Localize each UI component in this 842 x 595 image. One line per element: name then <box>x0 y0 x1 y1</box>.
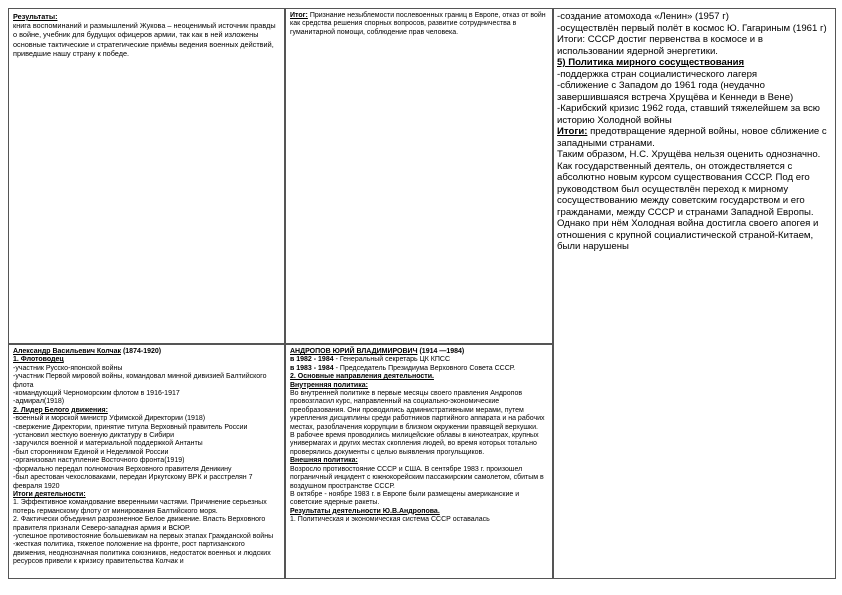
list-item: -участник Русско-японской войны <box>13 364 123 372</box>
post-text: - Генеральный секретарь ЦК КПСС <box>333 356 451 364</box>
result-item: -успешное противостояние большевикам на первых этапах Гражданской войны <box>13 532 274 540</box>
result-item: -жесткая политика, тяжелое положение на фронте, рост партизанского движения, неоднозначная политика союзников, недостаток военных и людских ресурсов привели к кризису правительства Колчак и <box>13 541 271 566</box>
cell-andropov <box>285 344 553 579</box>
cell-kolchak <box>8 344 285 579</box>
list-item: -заручился военной и материальной поддержкой Антанты <box>13 440 203 448</box>
document-page <box>8 8 836 579</box>
results-heading: Итоги деятельности: <box>13 490 86 498</box>
result-label: Итог: <box>290 12 308 19</box>
section-heading: 2. Основные направления деятельности. <box>290 373 434 381</box>
person-name: Александр Васильевич Колчак <box>13 348 121 355</box>
person-name: АНДРОПОВ ЮРИЙ ВЛАДИМИРОВИЧ <box>290 348 418 355</box>
list-item: -адмирал(1918) <box>13 398 65 406</box>
cell-zhukov-results <box>8 8 285 344</box>
result-text: предотвращение ядерной войны, новое сближение с западными странами. <box>557 126 827 149</box>
person-years: (1914 —1984) <box>419 348 465 355</box>
list-item: -установил жесткую военную диктатуру в Сибири <box>13 432 174 440</box>
external-policy-text: Возросло противостояние СССР и США. В сентябре 1983 г. произошел пограничный инцидент с южнокорейским пассажирским самолетом, сбитым в воздушном пространстве СССР. <box>290 465 544 490</box>
list-item: -был арестован чехословаками, передан Иркутскому ВРК и расстрелян 7 февраля 1920 <box>13 474 253 490</box>
post-text: - Председатель Президиума Верховного Совета СССР. <box>333 364 516 372</box>
person-years: (1874-1920) <box>122 348 162 355</box>
conclusion-text: Таким образом, Н.С. Хрущёва нельзя оценить однозначно. Как государственный деятель, он отождествляется с абсолютно новым курсом существования СССР. Под его руководством был осуществлён переход к мирному сосуществованию между советским государством и его гражданами, между СССР и странами Западной Европы. Однако при нём Холодная война достигла своего апогея и отношения с крупной социалистической страной-Китаем, были нарушены <box>557 149 821 252</box>
result-label: Итоги: <box>557 126 588 137</box>
internal-policy-text: В рабочее время проводились милицейские облавы в кинотеатрах, крупных универмагах и других местах скопления людей, во время которых тотально проверялись документы с целью выявления прогульщиков. <box>290 432 539 456</box>
internal-policy-text: Во внутренней политике в первые месяцы своего правления Андропов провозгласил курс, направленный на социально-экономические преобразования. Они проводились административными мерами, путем укрепления дисциплины среди работников партийного аппарата и на рабочих местах, разоблачения коррупции в близком окружении правящей верхушки. <box>290 390 545 431</box>
text-line: -осуществлён первый полёт в космос Ю. Гагариным (1961 г) <box>557 22 827 34</box>
results-heading: Результаты деятельности Ю.В.Андропова. <box>290 507 440 515</box>
list-item: -Карибский кризис 1962 года, ставший тяжелейшем за всю историю Холодной войны <box>557 103 820 126</box>
internal-policy-heading: Внутренняя политика: <box>290 381 368 389</box>
result-item: 2. Фактически объединил разрозненное Белое движение. Власть Верховного правителя признали Северо-западная армия и ВСЮР. <box>13 516 266 532</box>
post-years: в 1983 - 1984 <box>290 364 334 372</box>
cell-helsinki-result <box>285 8 553 344</box>
result-text: Признание незыблемости послевоенных границ в Европе, отказ от войн как средства решения спорных вопросов, развитие сотрудничества в гуманитарной помощи, соблюдение прав человека. <box>290 12 546 36</box>
list-item: -свержение Директории, принятие титула Верховный правитель России <box>13 423 248 431</box>
results-text: книга воспоминаний и размышлений Жукова – неоценимый источник правды о войне, учебник для будущих офицеров армии, так как в ней изложены основные тактические и стратегические приёмы ведения военных действий, приведшие нашу страну к победе. <box>13 21 276 58</box>
text-line: -создание атомохода «Ленин» (1957 г) <box>557 11 729 22</box>
list-item: -поддержка стран социалистического лагеря <box>557 68 758 80</box>
section-heading: 1. Флотоводец <box>13 356 64 364</box>
text-line: Итоги: СССР достиг первенства в космосе и в использовании ядерной энергетики. <box>557 34 763 57</box>
list-item: -сближение с Западом до 1961 года (неудачно завершившаяся встреча Хрущёва и Кеннеди в Вене) <box>557 80 794 103</box>
list-item: -был сторонником Единой и Неделимой России <box>13 448 169 456</box>
cell-khrushchev <box>553 8 836 579</box>
external-policy-heading: Внешняя политика: <box>290 457 358 465</box>
section-heading: 5) Политика мирного сосуществования <box>557 57 745 68</box>
result-item: 1. Эффективное командование вверенными частями. Причинение серьезных потерь германскому флоту от минирования Балтийского моря. <box>13 499 267 515</box>
list-item: -формально передал полномочия Верховного правителя Деникину <box>13 465 232 473</box>
list-item: -участник Первой мировой войны, командовал минной дивизией Балтийского флота <box>13 373 267 389</box>
post-years: в 1982 - 1984 <box>290 356 334 364</box>
result-item: 1. Политическая и экономическая система СССР оставалась <box>290 516 490 524</box>
results-heading: Результаты: <box>13 12 58 21</box>
list-item: -командующий Черноморским флотом в 1916-1917 <box>13 390 180 398</box>
section-heading: 2. Лидер Белого движения: <box>13 406 108 414</box>
external-policy-text: В октябре - ноябре 1983 г. в Европе были размещены американские и советские ядерные ракеты. <box>290 490 520 507</box>
list-item: -военный и морской министр Уфимской Директории (1918) <box>13 415 206 423</box>
list-item: -организовал наступление Восточного фронта(1919) <box>13 457 185 465</box>
